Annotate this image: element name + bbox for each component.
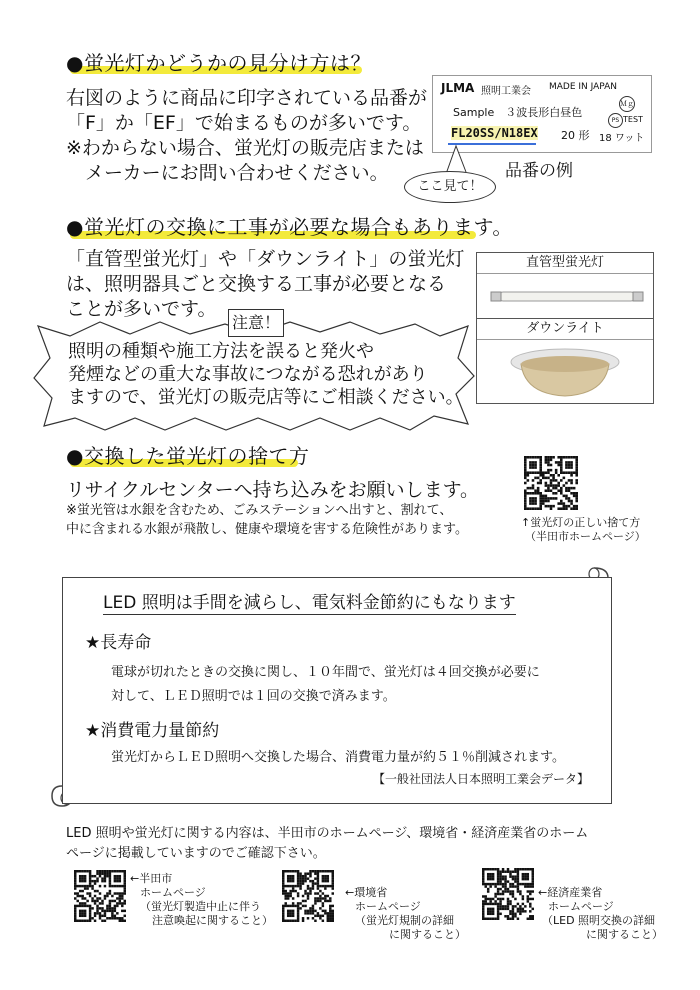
warning-line: 発煙などの重大な事故につながる恐れがあり [68, 364, 428, 385]
scroll-source: 【一般社団法人日本照明工業会データ】 [373, 772, 590, 786]
mg-mark-icon: Ｍｇ [619, 96, 635, 112]
test-mark: TEST [623, 115, 643, 124]
qr-caption-disposal [521, 516, 646, 544]
scroll-panel [62, 577, 612, 804]
section3-note-line: ※蛍光管は水銀を含むため、ごみステーションへ出すと、割れて、 [66, 503, 453, 518]
qr-code-meti[interactable] [482, 868, 534, 920]
footer-text [66, 824, 588, 864]
product-label: ダウンライト [477, 319, 653, 340]
sample-line: Sample ３波長形白昼色 [453, 106, 583, 119]
sample-watt: 18 ワット [599, 133, 645, 144]
warning-tag: 注意！ [228, 309, 284, 337]
qr-link-line: ←環境省 [345, 886, 388, 899]
warning-line: 照明の種類や施工方法を誤ると発火や [68, 341, 374, 362]
qr-link-line: ホームページ [548, 900, 614, 913]
ps-mark-icon: PS [608, 113, 623, 128]
section2-heading: ●蛍光灯の交換に工事が必要な場合もあります。 [66, 215, 513, 239]
scroll-item-line: 電球が切れたときの交換に関し、１０年間で、蛍光灯は４回交換が必要に [111, 665, 540, 680]
qr-code-disposal[interactable] [524, 456, 578, 510]
qr-link-line: （蛍光灯製造中止に伴う [140, 900, 261, 913]
product-tube [476, 252, 654, 320]
scroll-item-body [111, 746, 565, 770]
scroll-item-heading: ★消費電力量節約 [85, 721, 220, 741]
sample-model-number: FL20SS/N18EX [451, 126, 538, 140]
footer-line: ページに掲載していますのでご確認下さい。 [66, 846, 326, 861]
qr-link-line: 注意喚起に関すること） [152, 914, 273, 927]
qr-code-env-ministry[interactable] [282, 870, 334, 922]
section1-line: メーカーにお問い合わせください。 [66, 162, 389, 184]
section3-main-line: リサイクルセンターへ持ち込みをお願いします。 [66, 479, 480, 501]
qr-link-line: ←半田市 [130, 872, 173, 885]
qr-link-env-ministry [345, 886, 466, 942]
sample-brand: JLMA [441, 81, 475, 95]
qr-link-handa [130, 872, 273, 928]
section2-line: ことが多いです。 [66, 298, 217, 320]
qr-link-line: （LED 照明交換の詳細 [542, 914, 656, 927]
callout-bubble: ここ見て！ [404, 171, 496, 203]
qr-caption-line: ↑蛍光灯の正しい捨て方 [521, 516, 641, 529]
sample-size: 20 形 [561, 129, 590, 142]
scroll-item-body [111, 661, 540, 709]
section1-line: ※わからない場合、蛍光灯の販売店または [66, 137, 424, 159]
section1-body [66, 86, 427, 186]
qr-link-line: ホームページ [140, 886, 206, 899]
qr-code-handa[interactable] [74, 870, 126, 922]
section1-line: 右図のように商品に印字されている品番が [66, 87, 428, 109]
section3-note-line: 中に含まれる水銀が飛散し、健康や環境を害する危険性があります。 [66, 522, 468, 537]
qr-caption-line: （半田市ホームページ） [525, 530, 646, 543]
downlight-icon [477, 340, 653, 402]
section2-line: は、照明器具ごと交換する工事が必要となる [66, 273, 447, 295]
sample-association: 照明工業会 [481, 86, 531, 97]
sample-caption: 品番の例 [505, 161, 573, 181]
sample-made-in: MADE IN JAPAN [549, 82, 618, 92]
scroll-item-line: 対して、ＬＥＤ照明では１回の交換で済みます。 [111, 689, 396, 704]
scroll-item-heading: ★長寿命 [85, 633, 152, 653]
product-label: 直管型蛍光灯 [477, 253, 653, 274]
qr-link-line: に関すること） [389, 928, 466, 941]
scroll-title: LED 照明は手間を減らし、電気料金節約にもなります [103, 588, 516, 615]
warning-text [68, 340, 464, 409]
qr-link-line: （蛍光灯規制の詳細 [355, 914, 454, 927]
section1-heading: ●蛍光灯かどうかの見分け方は？ [66, 51, 371, 75]
scroll-item-line: 蛍光灯からＬＥＤ照明へ交換した場合、消費電力量が約５１％削減されます。 [111, 750, 565, 765]
qr-link-meti [538, 886, 663, 942]
product-downlight [476, 318, 654, 404]
section3-note [66, 501, 468, 539]
qr-link-line: ←経済産業省 [538, 886, 603, 899]
section1-line: 「F」か「EF」で始まるものが多いです。 [66, 112, 422, 134]
footer-line: LED 照明や蛍光灯に関する内容は、半田市のホームページ、環境省・経済産業省のホーム [66, 826, 589, 841]
tube-light-icon [477, 274, 653, 318]
section3-heading: ●交換した蛍光灯の捨て方 [66, 444, 310, 468]
section2-line: 「直管型蛍光灯」や「ダウンライト」の蛍光灯 [66, 248, 465, 270]
qr-link-line: ホームページ [355, 900, 421, 913]
qr-link-line: に関すること） [586, 928, 663, 941]
warning-line: ますので、蛍光灯の販売店等にご相談ください。 [68, 387, 464, 408]
